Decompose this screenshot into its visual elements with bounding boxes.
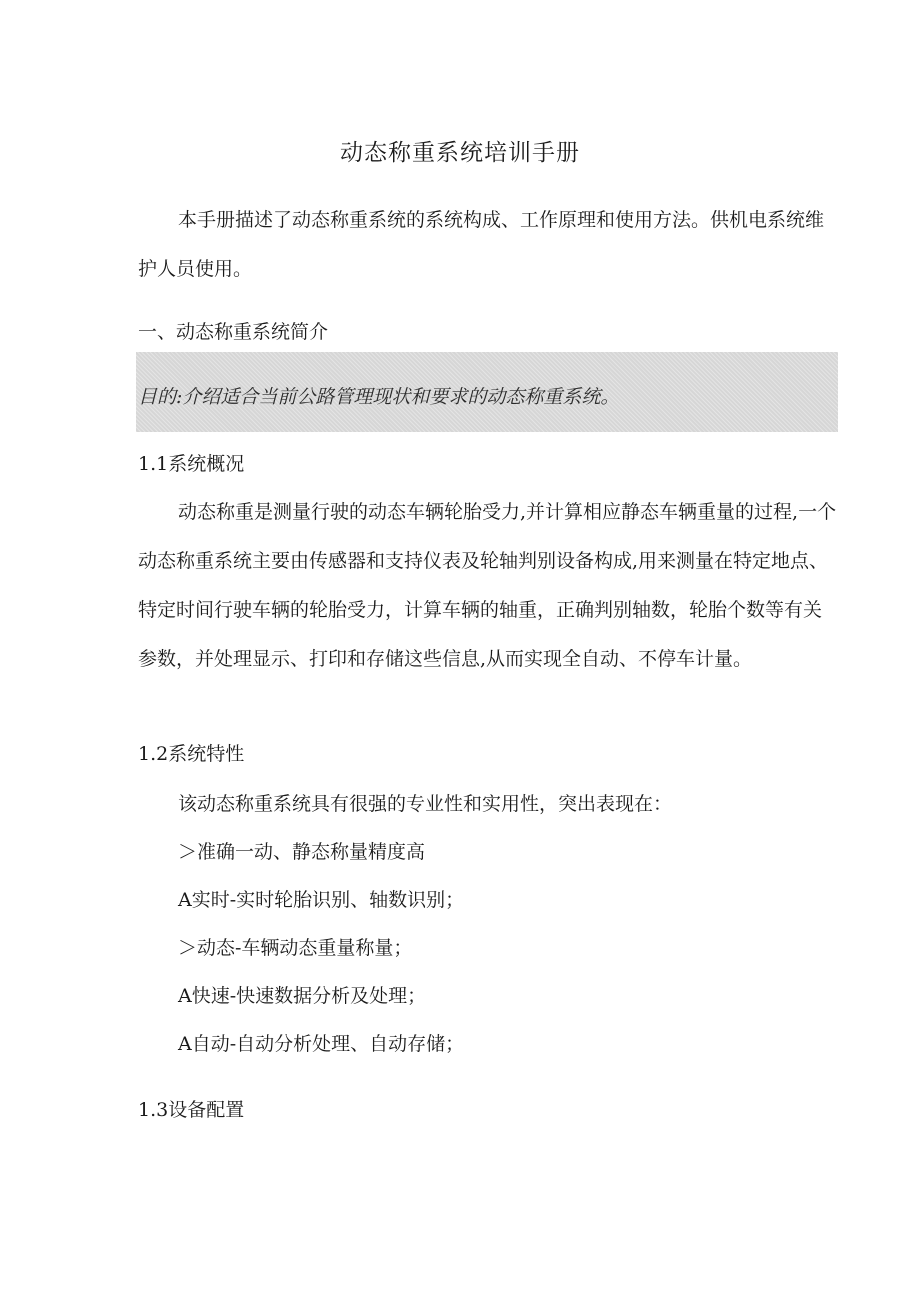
feature-item: ＞动态-车辆动态重量称量； [178,937,413,959]
purpose-callout [136,352,838,432]
section-heading-1: 一、动态称重系统简介 [138,321,329,343]
feature-item: ＞准确一动、静态称量精度高 [178,841,426,863]
features-lead: 该动态称重系统具有很强的专业性和实用性，突出表现在： [178,793,673,815]
feature-item: A自动-自动分析处理、自动存储； [178,1033,465,1055]
feature-item: A实时-实时轮胎识别、轴数识别； [178,889,465,911]
purpose-text: 目的:介绍适合当前公路管理现状和要求的动态称重系统。 [138,386,620,408]
feature-item: A快速-快速数据分析及处理； [178,985,427,1007]
subsection-heading-1-1: 1.1系统概况 [138,453,245,475]
subsection-heading-1-3: 1.3设备配置 [138,1099,245,1121]
intro-paragraph: 本手册描述了动态称重系统的系统构成、工作原理和使用方法。供机电系统维护人员使用。 [138,209,825,280]
overview-paragraph: 动态称重是测量行驶的动态车辆轮胎受力,并计算相应静态车辆重量的过程,一个动态称重系统主要由传感器和支持仪表及轮轴判别设备构成,用来测量在特定地点、特定时间行驶车辆的轮胎受力，计算车辆的轴重，正确判别轴数，轮胎个数等有关参数，并处理显示、打印和存储这些信息,从而实现全自动、不停车计量。 [138,501,837,670]
document-title: 动态称重系统培训手册 [340,140,580,166]
subsection-heading-1-2: 1.2系统特性 [138,743,245,765]
